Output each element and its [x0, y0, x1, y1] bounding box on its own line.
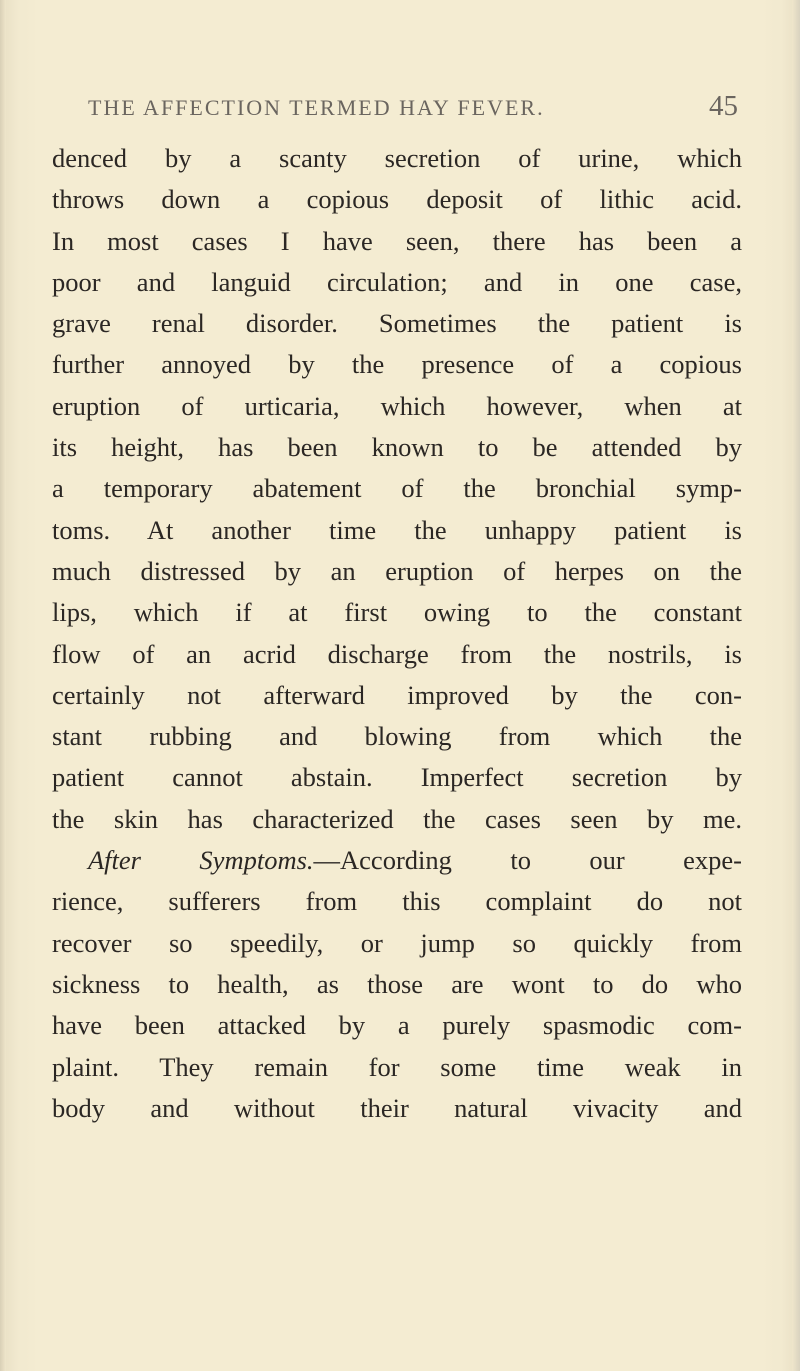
text-line: poor and languid circulation; and in one case, — [52, 266, 742, 297]
text-line: eruption of urticaria, which however, when at — [52, 390, 742, 421]
text-line: patient cannot abstain. Imperfect secretion by — [52, 762, 742, 793]
text-line: throws down a copious deposit of lithic acid. — [52, 184, 742, 215]
text-line: the skin has characterized the cases seen by me. — [52, 803, 742, 834]
text-line: plaint. They remain for some time weak in — [52, 1051, 742, 1082]
text-line: rience, sufferers from this complaint do not — [52, 886, 742, 917]
text-line: certainly not afterward improved by the con- — [52, 679, 742, 710]
text-line: denced by a scanty secretion of urine, which — [52, 143, 742, 173]
text-line: have been attacked by a purely spasmodic com- — [52, 1010, 742, 1041]
section-heading: After Symptoms. — [88, 845, 314, 876]
page-left-edge — [0, 0, 6, 1371]
text-line: stant rubbing and blowing from which the — [52, 721, 742, 752]
text-line: further annoyed by the presence of a copious — [52, 349, 742, 380]
text-line: grave renal disorder. Sometimes the patient is — [52, 308, 742, 339]
section-first-line — [52, 840, 742, 881]
text-line: body and without their natural vivacity and — [52, 1092, 742, 1123]
text-line: recover so speedily, or jump so quickly from — [52, 927, 742, 958]
page-right-edge — [792, 0, 800, 1371]
text-line: sickness to health, as those are wont to do who — [52, 968, 742, 999]
text-line: lips, which if at first owing to the constant — [52, 597, 742, 628]
text-line: flow of an acrid discharge from the nostrils, is — [52, 638, 742, 669]
section-first-line-text: —According to our expe- — [313, 845, 742, 876]
page-number: 45 — [709, 90, 738, 122]
text-line: its height, has been known to be attended by — [52, 432, 742, 463]
text-line: toms. At another time the unhappy patient is — [52, 514, 742, 545]
text-line: much distressed by an eruption of herpes on the — [52, 555, 742, 586]
page-header — [88, 92, 738, 126]
running-head: THE AFFECTION TERMED HAY FEVER. — [88, 95, 545, 120]
page-body-text — [52, 138, 742, 1129]
text-line: In most cases I have seen, there has been a — [52, 225, 742, 256]
text-line: a temporary abatement of the bronchial symp- — [52, 473, 742, 504]
